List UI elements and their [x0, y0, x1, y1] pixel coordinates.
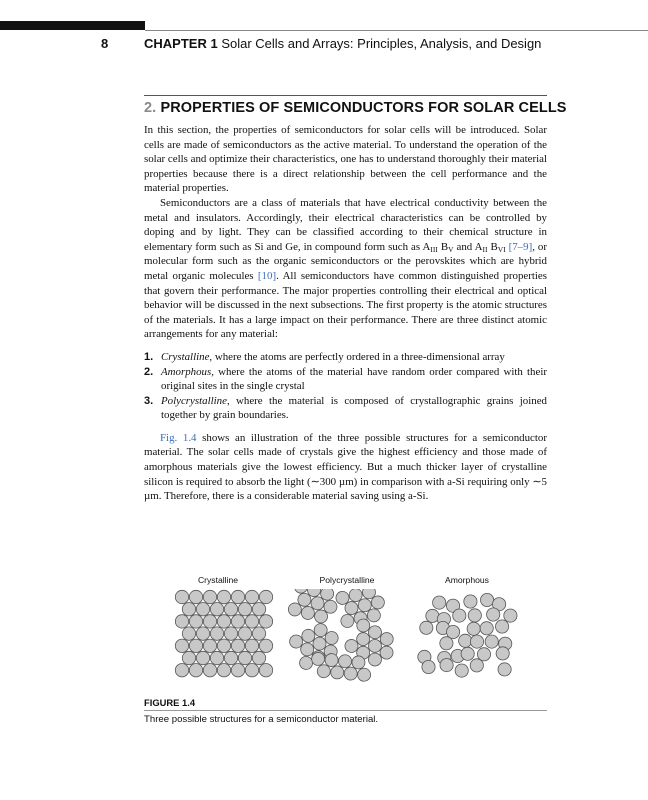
- atom: [252, 603, 265, 616]
- atom: [504, 609, 517, 622]
- figure-caption-title: FIGURE 1.4: [144, 697, 196, 708]
- crystalline-lattice: [175, 590, 272, 677]
- atom: [238, 627, 251, 640]
- atom: [357, 668, 371, 682]
- atom: [426, 609, 439, 622]
- list-item: 2. Amorphous, where the atoms of the material have random order compared with their original sites in the single crystal: [144, 365, 547, 393]
- paragraph: Semiconductors are a class of materials that have electrical conductivity between the metal and insulators. Accordingly, their electrical characteristics can be controlled by doping and by light. They can be classified according to their chemical structure in elementary form such as Si and Ge, in compound form such as $A_{III}$ $B_V$ and $A_{II}$ $B_{VI}$ [7–9], or molecular form such as the organic semiconductors or the perovskites which are hybrid metal organic molecules [10]. All semiconductors have common distinguished properties that govern their performance. The major properties controlling their electrical and optical behavior will be discussed in the next subsections. The first property is the atomic structures of the materials. It has a large impact on their performance. There are three distinct atomic arrangements for any material:: [144, 196, 547, 341]
- section-title-text: PROPERTIES OF SEMICONDUCTORS FOR SOLAR CELLS: [160, 100, 567, 116]
- figure-1-4: [144, 575, 547, 705]
- label-crystalline: Crystalline: [197, 575, 239, 585]
- atom: [231, 590, 244, 603]
- figure-link[interactable]: Fig. 1.4: [160, 431, 197, 444]
- atom: [238, 651, 251, 664]
- paragraph: In this section, the properties of semiconductors for solar cells will be introduced. Solar cells are made of semiconductors as the active material. To understand the operation of the solar cells and optimize their characteristics, one has to understand thoroughly their material properties because there is a direct relationship between the cell performance and the material properties.: [144, 124, 547, 195]
- section-rule: [144, 95, 547, 96]
- atom: [245, 639, 258, 652]
- atom: [175, 664, 188, 677]
- label-amorphous: Amorphous: [445, 575, 489, 585]
- atom: [470, 659, 483, 672]
- paragraph: Fig. 1.4 shows an illustration of the three possible structures for a semiconductor material. The solar cells made of crystals give the highest efficiency and those made of amorphous materials give the lowest efficiency. But a much thicker layer of crystalline silicon is required to absorb the light (∼300 µm) in comparison with a-Si requiring only ∼5 µm. Therefore, there is a considerable material saving using a-Si.: [144, 431, 547, 503]
- section-number: 2.: [144, 100, 157, 116]
- atom: [196, 651, 209, 664]
- atom: [203, 615, 216, 628]
- atom: [203, 664, 216, 677]
- atom: [175, 590, 188, 603]
- label-polycrystalline: Polycrystalline: [319, 575, 375, 585]
- citation-link[interactable]: [10]: [257, 269, 277, 282]
- atom: [231, 664, 244, 677]
- atom: [245, 590, 258, 603]
- page-number: 8: [101, 36, 109, 51]
- atom: [481, 593, 494, 606]
- atom: [480, 622, 493, 635]
- atom: [496, 620, 509, 633]
- atom: [453, 609, 466, 622]
- atom: [420, 621, 433, 634]
- atom: [259, 590, 272, 603]
- atom: [189, 615, 202, 628]
- atom: [217, 590, 230, 603]
- atom: [340, 613, 355, 628]
- caption-rule: [144, 710, 547, 711]
- atom: [203, 590, 216, 603]
- atom: [259, 639, 272, 652]
- structures-illustration: [144, 589, 547, 689]
- atom: [245, 615, 258, 628]
- atom: [455, 664, 468, 677]
- header-rule: [145, 30, 648, 31]
- atom: [231, 639, 244, 652]
- atom: [433, 596, 446, 609]
- figure-caption-text: Three possible structures for a semiconductor material.: [144, 714, 379, 725]
- atom: [440, 659, 453, 672]
- atom: [189, 664, 202, 677]
- atom: [224, 651, 237, 664]
- atom: [422, 660, 435, 673]
- atom: [224, 627, 237, 640]
- atom: [196, 627, 209, 640]
- list-item: 1. Crystalline, where the atoms are perfectly ordered in a three-dimensional array: [144, 350, 505, 363]
- atom: [259, 615, 272, 628]
- atom: [182, 603, 195, 616]
- atom: [468, 609, 481, 622]
- section-title: [144, 100, 567, 116]
- atom: [245, 664, 258, 677]
- atom: [498, 663, 511, 676]
- atom: [224, 603, 237, 616]
- atom: [485, 635, 498, 648]
- chapter-title: Solar Cells and Arrays: Principles, Analysis, and Design: [221, 36, 542, 51]
- atom: [487, 608, 500, 621]
- citation-link[interactable]: [7–9]: [508, 240, 533, 253]
- chapter-label: CHAPTER 1: [144, 36, 218, 51]
- atom: [440, 637, 453, 650]
- atom: [210, 603, 223, 616]
- polycrystalline-grains: [287, 589, 401, 682]
- atom: [496, 647, 509, 660]
- atom: [189, 590, 202, 603]
- atom: [461, 647, 474, 660]
- body-text: [144, 123, 547, 504]
- atom: [467, 622, 480, 635]
- atom: [196, 603, 209, 616]
- atom: [210, 627, 223, 640]
- atom: [217, 639, 230, 652]
- atom: [210, 651, 223, 664]
- running-header: [0, 36, 648, 56]
- atom: [470, 635, 483, 648]
- atom: [252, 627, 265, 640]
- list-item: 3. Polycrystalline, where the material is composed of crystallographic grains joined together by grain boundaries.: [144, 394, 547, 422]
- atom: [259, 664, 272, 677]
- atom: [189, 639, 202, 652]
- atom: [182, 627, 195, 640]
- atom: [175, 639, 188, 652]
- atom: [175, 615, 188, 628]
- atom: [252, 651, 265, 664]
- atom: [182, 651, 195, 664]
- atom: [231, 615, 244, 628]
- atom: [217, 664, 230, 677]
- atom: [238, 603, 251, 616]
- atom: [459, 634, 472, 647]
- structure-list: [144, 350, 547, 423]
- header-bar: [0, 21, 145, 30]
- atom: [203, 639, 216, 652]
- amorphous-network: [418, 593, 517, 677]
- atom: [217, 615, 230, 628]
- chapter-heading: [144, 36, 541, 51]
- atom: [464, 595, 477, 608]
